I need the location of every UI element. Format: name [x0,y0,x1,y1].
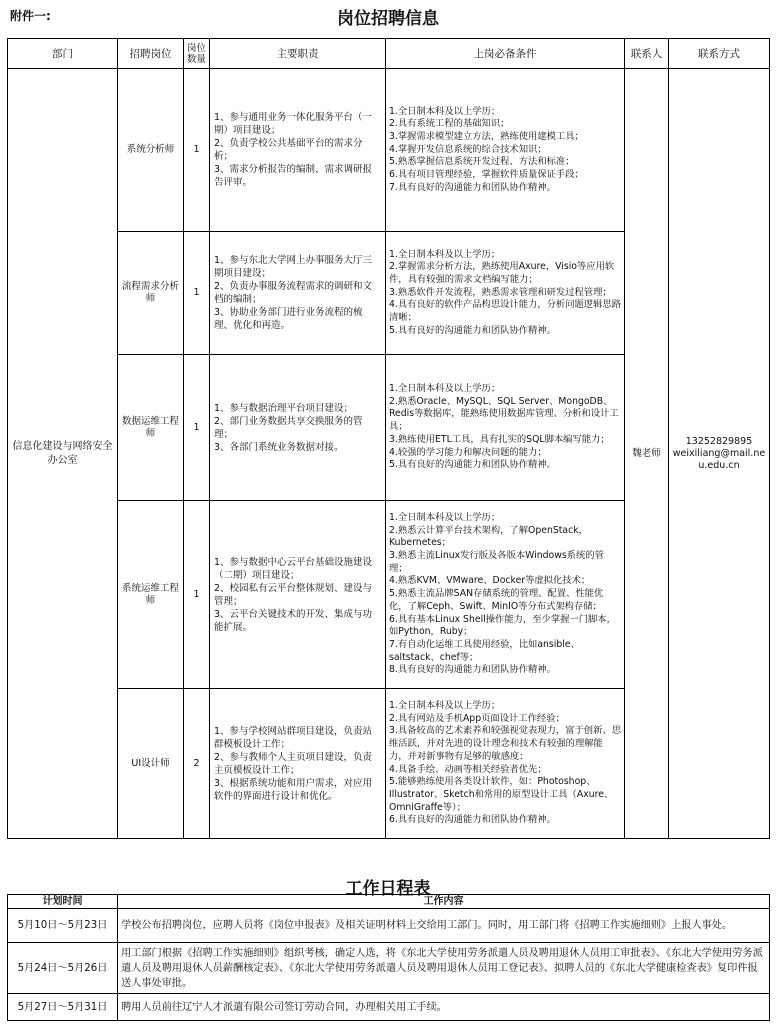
header-position: 招聘岗位 [118,39,184,69]
duty-line: 1、参与东北大学网上办事服务大厅三期项目建设； [214,255,373,279]
schedule-row [8,994,770,1021]
requirement-line: 6.具有良好的沟通能力和团队协作精神。 [389,814,556,826]
header-period: 计划时间 [8,895,118,909]
duty-line: 1、参与数据治理平台项目建设； [214,402,354,414]
schedule-content: 聘用人员前往辽宁人才派遣有限公司签订劳动合同，办理相关用工手续。 [118,994,770,1021]
requirement-line: 4.具备手绘、动画等相关经验者优先； [389,763,547,775]
requirement-line: 1.全日制本科及以上学历； [389,511,501,523]
header-dept: 部门 [8,39,118,69]
header-method: 联系方式 [669,39,770,69]
requirements-cell [386,689,625,839]
requirement-line: 1.全日制本科及以上学历； [389,105,501,117]
position-name: 数据运维工程师 [118,355,184,501]
contact-email: weixiliang@mail.neu.edu.cn [672,447,766,471]
duty-line: 3、云平台关键技术的开发、集成与功能扩展。 [214,608,373,633]
requirement-line: 8.具有良好的沟通能力和团队协作精神。 [389,664,556,676]
duty-line: 2、负责学校公共基础平台的需求分析； [214,138,363,162]
requirement-line: 3.具备较高的艺术素养和较强视觉表现力，富于创新、思维活跃，并对先进的设计理念和技术有较强的理解能力，并对新事物有足够的敏感度； [389,725,621,762]
duties-cell [210,232,386,355]
page-title: 岗位招聘信息 [337,9,439,29]
position-count: 1 [184,232,210,355]
department-cell: 信息化建设与网络安全办公室 [8,69,118,839]
requirement-line: 4.掌握开发信息系统的综合技术知识； [389,143,547,155]
table-row [8,69,770,232]
requirement-line: 1.全日制本科及以上学历； [389,699,501,711]
duty-line: 2、参与教师个人主页项目建设，负责主页模板设计工作； [214,751,373,776]
contact-phone: 13252829895 [685,435,753,447]
attachment-label: 附件一: [10,9,51,23]
header-requirements: 上岗必备条件 [386,39,625,69]
duty-line: 3、需求分析报告的编制、需求调研报告评审。 [214,164,373,188]
duty-line: 2、负责办事服务流程需求的调研和文档的编制； [214,281,373,305]
position-name: 流程需求分析师 [118,232,184,355]
duty-line: 2、部门业务数据共享交换服务的管理； [214,415,363,440]
requirement-line: 3.熟练使用ETL工具，具有扎实的SQL脚本编写能力； [389,433,610,445]
schedule-period: 5月24日～5月26日 [8,943,118,994]
duties-cell [210,689,386,839]
requirement-line: 1.全日制本科及以上学历； [389,383,501,395]
requirement-line: 6.具有项目管理经验，掌握软件质量保证手段； [389,169,584,181]
requirement-line: 2.掌握需求分析方法，熟练使用Axure，Visio等应用软件，具有较强的需求文档编写能力； [389,261,615,285]
position-count: 1 [184,501,210,689]
job-table [7,38,770,839]
requirements-cell [386,501,625,689]
duties-cell [210,69,386,232]
requirement-line: 3.掌握需求模型建立方法，熟练使用建模工具； [389,130,584,142]
header-count: 岗位数量 [184,39,210,69]
position-count: 1 [184,69,210,232]
requirement-line: 4.较强的学习能力和解决问题的能力； [389,446,547,458]
duties-cell [210,355,386,501]
requirement-line: 5.具有良好的沟通能力和团队协作精神。 [389,459,556,471]
schedule-period: 5月10日～5月23日 [8,909,118,943]
header-duties: 主要职责 [210,39,386,69]
requirement-line: 2.具有系统工程的基础知识； [389,118,510,130]
requirement-line: 3.熟悉软件开发流程，熟悉需求管理和研发过程管理； [389,286,612,298]
duty-line: 2、校园私有云平台整体规划、建设与管理； [214,582,373,607]
position-name: 系统运维工程师 [118,501,184,689]
position-count: 1 [184,355,210,501]
requirement-line: 2.熟悉云计算平台技术架构，了解OpenStack，Kubernetes； [389,524,588,549]
duties-cell [210,501,386,689]
duty-line: 1、参与数据中心云平台基础设施建设（二期）项目建设； [214,556,373,581]
schedule-content: 用工部门根据《招聘工作实施细则》组织考核，确定人选，将《东北大学使用劳务派遣人员及聘用退休人员用工审批表》、《东北大学使用劳务派遣人员及聘用退休人员薪酬核定表》、《东北大学使用劳务派遣人员及聘用退休人员用工登记表》、拟聘人员的《东北大学健康检查表》复印件报送人事处审批。 [118,943,770,994]
requirements-cell [386,232,625,355]
duty-line: 3、协助业务部门进行业务流程的梳理、优化和再造。 [214,307,363,331]
position-count: 2 [184,689,210,839]
header-content: 工作内容 [118,895,770,909]
schedule-table [7,894,770,1021]
requirement-line: 7.有自动化运维工具使用经验，比如ansible、saltstack、chef等； [389,638,580,663]
requirement-line: 5.能够熟练使用各类设计软件，如：Photoshop、Illustrator、Sketch和常用的原型设计工具（Axure、OmniGraffe等）； [389,776,614,813]
requirement-line: 1.全日制本科及以上学历； [389,248,501,260]
schedule-title: 工作日程表 [345,879,431,899]
requirement-line: 2.具有网站及手机App页面设计工作经验； [389,712,565,724]
schedule-row [8,909,770,943]
duty-line: 3、各部门系统业务数据对接。 [214,441,344,453]
position-name: UI设计师 [118,689,184,839]
header-contact: 联系人 [625,39,669,69]
schedule-row [8,943,770,994]
duty-line: 1、参与通用业务一体化服务平台（一期）项目建设； [214,112,373,136]
duty-line: 1、参与学校网站群项目建设，负责站群模板设计工作； [214,725,373,750]
requirements-cell [386,355,625,501]
requirement-line: 5.熟悉掌握信息系统开发过程、方法和标准； [389,156,575,168]
requirement-line: 6.具有基本Linux Shell操作能力，至少掌握一门脚本，如Python，Ruby； [389,613,616,638]
requirement-line: 4.熟悉KVM、VMware、Docker等虚拟化技术； [389,575,591,587]
requirement-line: 7.具有良好的沟通能力和团队协作精神。 [389,181,556,193]
schedule-header-row [8,895,770,909]
contact-person: 魏老师 [625,69,669,839]
requirement-line: 4.具有良好的软件产品构思设计能力，分析问题逻辑思路清晰； [389,299,621,324]
requirement-line: 3.熟悉主流Linux发行版及各版本Windows系统的管理； [389,550,604,574]
schedule-content: 学校公布招聘岗位，应聘人员将《岗位申报表》及相关证明材料上交给用工部门。同时，用工部门将《招聘工作实施细则》上报人事处。 [118,909,770,943]
requirement-line: 5.熟悉主流品牌SAN存储系统的管理、配置、性能优化，了解Ceph、Swift、MinIO等分布式架构存储； [389,588,604,612]
requirement-line: 5.具有良好的沟通能力和团队协作精神。 [389,324,556,336]
requirements-cell [386,69,625,232]
duty-line: 3、根据系统功能和用户需求，对应用软件的界面进行设计和优化。 [214,777,373,802]
position-name: 系统分析师 [118,69,184,232]
contact-method [669,69,770,839]
requirement-line: 2.熟悉Oracle、MySQL、SQL Server、MongoDB、Redis等数据库，能熟练使用数据库管理、分析和设计工具； [389,395,619,433]
table-header-row [8,39,770,69]
schedule-period: 5月27日～5月31日 [8,994,118,1021]
